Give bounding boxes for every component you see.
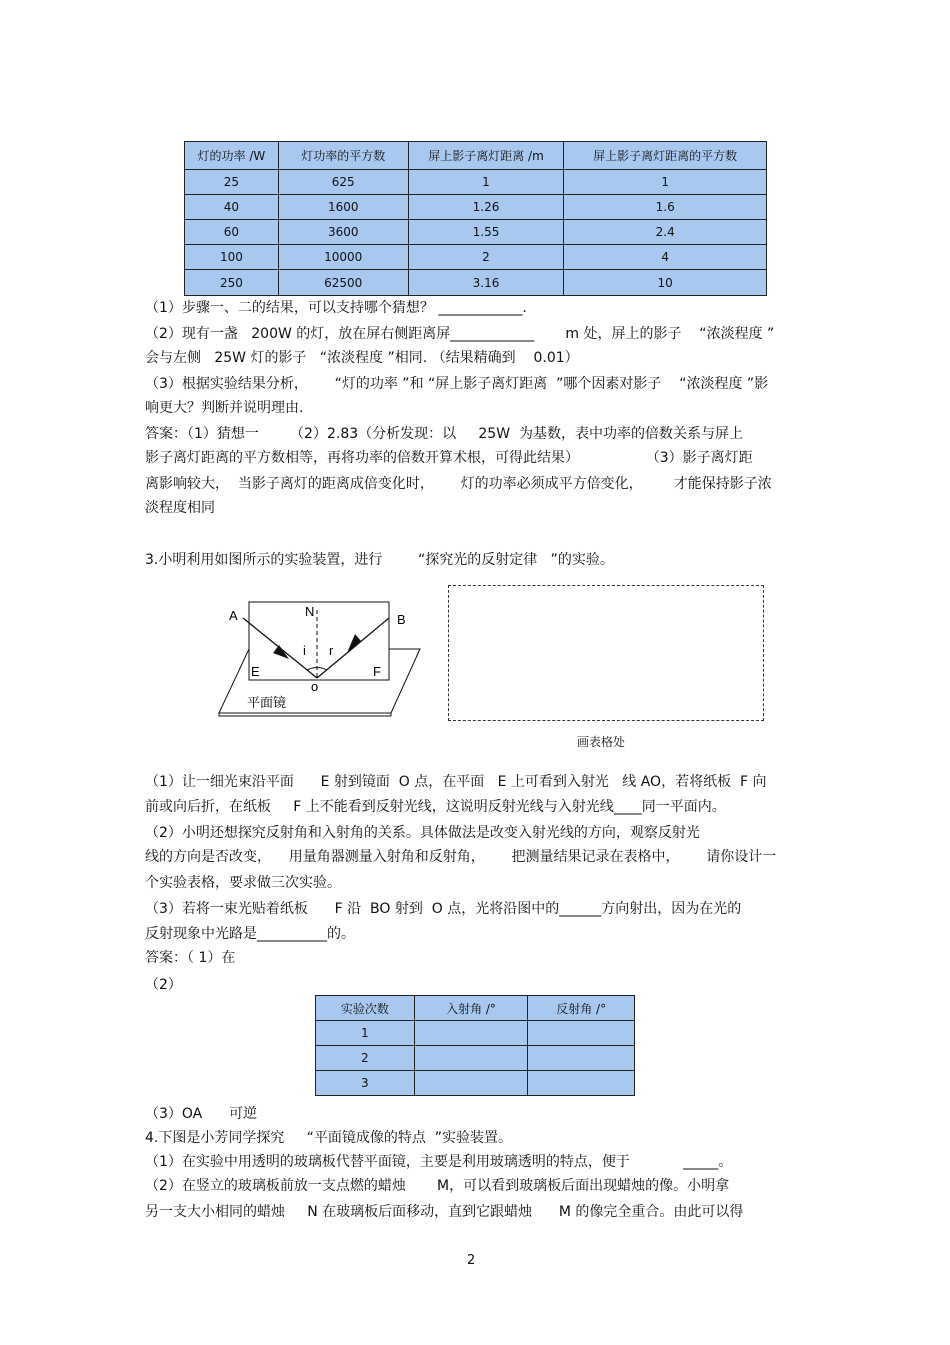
question-line: 线的方向是否改变， 用量角器测量入射角和反射角， 把测量结果记录在表格中， 请你设计一: [145, 849, 777, 865]
table-cell: 3.16: [408, 270, 564, 296]
table-cell: 4: [564, 245, 767, 270]
question-line: 另一支大小相同的蜡烛 N 在玻璃板后面移动，直到它跟蜡烛 M 的像完全重合。由此可以得: [145, 1204, 744, 1220]
label-n: N: [305, 604, 315, 619]
label-i: i: [303, 643, 306, 658]
table-cell: [414, 1021, 528, 1046]
table-cell: [528, 1046, 635, 1071]
question-line: （1）步骤一、二的结果，可以支持哪个猜想？ ____________.: [145, 300, 527, 316]
mirror-label: 平面镜: [247, 696, 287, 711]
question-title: 4.下图是小芳同学探究 “平面镜成像的特点 ”实验装置。: [145, 1130, 513, 1146]
table-cell: 100: [185, 245, 279, 270]
table-cell: 60: [185, 220, 279, 245]
question-line: （2）小明还想探究反射角和入射角的关系。具体做法是改变入射光线的方向，观察反射光: [145, 825, 700, 841]
question-line: 个实验表格，要求做三次实验。: [145, 875, 341, 891]
answer-line: （2）: [145, 977, 182, 993]
table-cell: [414, 1071, 528, 1096]
question-line: （1）在实验中用透明的玻璃板代替平面镜，主要是利用玻璃透明的特点，便于 _____。: [145, 1154, 733, 1170]
table-header-cell: 灯功率的平方数: [278, 142, 408, 170]
answer-line: （3）OA 可逆: [145, 1106, 257, 1122]
table-cell: 10: [564, 270, 767, 296]
table-cell: 3: [316, 1071, 415, 1096]
label-r: r: [329, 643, 334, 658]
table-cell: [414, 1046, 528, 1071]
table-row: [316, 1021, 635, 1046]
table-header-cell: 屏上影子离灯距离 /m: [408, 142, 564, 170]
table-cell: 250: [185, 270, 279, 296]
question-line: 响更大？判断并说明理由.: [145, 400, 304, 416]
table-cell: [528, 1021, 635, 1046]
table-header-cell: 实验次数: [316, 996, 415, 1021]
question-line: （1）让一细光束沿平面 E 射到镜面 O 点，在平面 E 上可看到入射光 线 AO，若将纸板 F 向: [145, 774, 767, 790]
table-cell: 10000: [278, 245, 408, 270]
table-cell: 1: [408, 170, 564, 195]
answer-line: 离影响较大， 当影子离灯的距离成倍变化时， 灯的功率必须成平方倍变化， 才能保持影子浓: [145, 476, 772, 492]
table-row: [316, 1046, 635, 1071]
question-line: 前或向后折，在纸板 F 上不能看到反射光线，这说明反射光线与入射光线____同一平面内。: [145, 799, 726, 815]
table-row: [185, 195, 767, 220]
power-shadow-table: [184, 141, 767, 296]
table-row: [185, 170, 767, 195]
question-line: （3）根据实验结果分析， “灯的功率 ”和 “屏上影子离灯距离 ”哪个因素对影子 “浓淡程度 ”影: [145, 376, 769, 392]
label-o: o: [311, 679, 319, 694]
drawing-box-caption: 画表格处: [577, 735, 626, 749]
table-cell: 25: [185, 170, 279, 195]
reflection-apparatus-figure: [215, 592, 425, 718]
table-cell: 1: [564, 170, 767, 195]
label-f: F: [373, 664, 381, 679]
table-cell: 62500: [278, 270, 408, 296]
table-row: [185, 270, 767, 296]
question-line: 会与左侧 25W 灯的影子 “浓淡程度 ”相同. （结果精确到 0.01）: [145, 350, 579, 366]
label-a: A: [229, 608, 238, 623]
table-drawing-box: [448, 585, 764, 721]
table-row: [316, 1071, 635, 1096]
table-cell: 1.26: [408, 195, 564, 220]
table-cell: 1600: [278, 195, 408, 220]
question-line: （3）若将一束光贴着纸板 F 沿 BO 射到 O 点，光将沿图中的______方向射出，因为在光的: [145, 901, 742, 917]
table-header-cell: 入射角 /°: [414, 996, 528, 1021]
table-header-cell: 灯的功率 /W: [185, 142, 279, 170]
table-cell: 1: [316, 1021, 415, 1046]
answer-line: 淡程度相同: [145, 500, 215, 516]
table-cell: 625: [278, 170, 408, 195]
table-header-cell: 反射角 /°: [528, 996, 635, 1021]
answer-line: 影子离灯距离的平方数相等，再将功率的倍数开算术根，可得此结果） （3）影子离灯距: [145, 450, 753, 466]
table-cell: 2: [316, 1046, 415, 1071]
label-e: E: [251, 664, 260, 679]
table-cell: 2.4: [564, 220, 767, 245]
table-row: [185, 220, 767, 245]
table-header-cell: 屏上影子离灯距离的平方数: [564, 142, 767, 170]
answer-line: 答案：（1）猜想一 （2）2.83（分析发现：以 25W 为基数，表中功率的倍数关系与屏上: [145, 426, 743, 442]
question-title: 3.小明利用如图所示的实验装置，进行 “探究光的反射定律 ”的实验。: [145, 552, 614, 568]
question-line: （2）现有一盏 200W 的灯，放在屏右侧距离屏____________ m 处，屏上的影子 “浓淡程度 ”: [145, 326, 775, 342]
table-cell: 2: [408, 245, 564, 270]
table-cell: 1.55: [408, 220, 564, 245]
reflection-angle-table: [315, 995, 635, 1096]
question-line: （2）在竖立的玻璃板前放一支点燃的蜡烛 M，可以看到玻璃板后面出现蜡烛的像。小明拿: [145, 1178, 730, 1194]
table-row: [185, 245, 767, 270]
table-cell: 3600: [278, 220, 408, 245]
table-cell: 40: [185, 195, 279, 220]
table-cell: 1.6: [564, 195, 767, 220]
question-line: 反射现象中光路是__________的。: [145, 926, 355, 942]
answer-line: 答案：（ 1）在: [145, 950, 236, 966]
page-number: 2: [467, 1253, 476, 1268]
table-cell: [528, 1071, 635, 1096]
label-b: B: [397, 612, 406, 627]
